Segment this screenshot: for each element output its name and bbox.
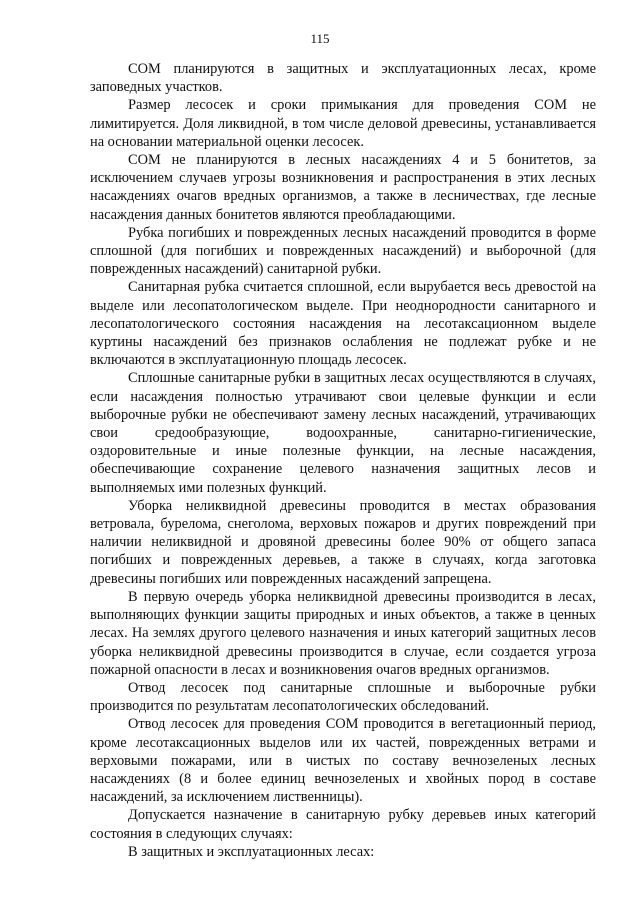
document-body [90, 60, 596, 861]
paragraph: Отвод лесосек для проведения СОМ проводится в вегетационный период, кроме лесотаксационных выделов или их частей, поврежденных ветрами и верховыми пожарами, или в чистых по составу вечнозеленых лесных насаждениях (8 и более единиц вечнозеленых и хвойных пород в составе насаждений, за исключением лиственницы). [90, 716, 596, 806]
page-number: 115 [310, 31, 330, 46]
paragraph: В защитных и эксплуатационных лесах: [128, 843, 375, 860]
paragraph: Санитарная рубка считается сплошной, если вырубается весь древостой на выделе или лесопатологическом выделе. При неоднородности санитарного и лесопатологического состояния насаждения на лесотаксационном выделе куртины насаждений без признаков ослабления не подлежат рубке и не включаются в эксплуатационную площадь лесосек. [90, 279, 596, 369]
paragraph: Размер лесосек и сроки примыкания для проведения СОМ не лимитируется. Доля ликвидной, в том числе деловой древесины, устанавливается на основании материальной оценки лесосек. [90, 97, 596, 150]
paragraph: СОМ не планируются в лесных насаждениях 4 и 5 бонитетов, за исключением случаев угрозы возникновения и распространения в этих лесных насаждениях очагов вредных организмов, а также в лесничествах, где лесные насаждения данных бонитетов являются преобладающими. [90, 152, 596, 223]
paragraph: СОМ планируются в защитных и эксплуатационных лесах, кроме заповедных участков. [90, 61, 596, 96]
paragraph: Сплошные санитарные рубки в защитных лесах осуществляются в случаях, если насаждения полностью утрачивают свои целевые функции и если выборочные рубки не обеспечивают замену лесных насаждений, утрачивающих свои средообразующие, водоохранные, санитарно-гигиенические, оздоровительные и иные полезные функции, на лесные насаждения, обеспечивающие сохранение целевого назначения защитных лесов и выполняемых ими полезных функций. [90, 370, 596, 496]
paragraph: Допускается назначение в санитарную рубку деревьев иных категорий состояния в следующих случаях: [90, 807, 596, 842]
paragraph: В первую очередь уборка неликвидной древесины производится в лесах, выполняющих функции защиты природных и иных объектов, а также в ценных лесах. На землях другого целевого назначения и иных категорий защитных лесов уборка неликвидной древесины производится в случае, если создается угроза пожарной опасности в лесах и возникновения очагов вредных организмов. [90, 588, 596, 678]
paragraph: Уборка неликвидной древесины проводится в местах образования ветровала, бурелома, снеголома, верховых пожаров и других повреждений при наличии неликвидной и дровяной древесины более 90% от общего запаса погибших и поврежденных деревьев, а также в случаях, когда заготовка древесины погибших или поврежденных насаждений запрещена. [90, 497, 596, 587]
paragraph: Рубка погибших и поврежденных лесных насаждений проводится в форме сплошной (для погибших и поврежденных насаждений) и выборочной (для поврежденных насаждений) санитарной рубки. [90, 224, 596, 278]
paragraph: Отвод лесосек под санитарные сплошные и выборочные рубки производится по результатам лесопатологических обследований. [90, 679, 596, 715]
